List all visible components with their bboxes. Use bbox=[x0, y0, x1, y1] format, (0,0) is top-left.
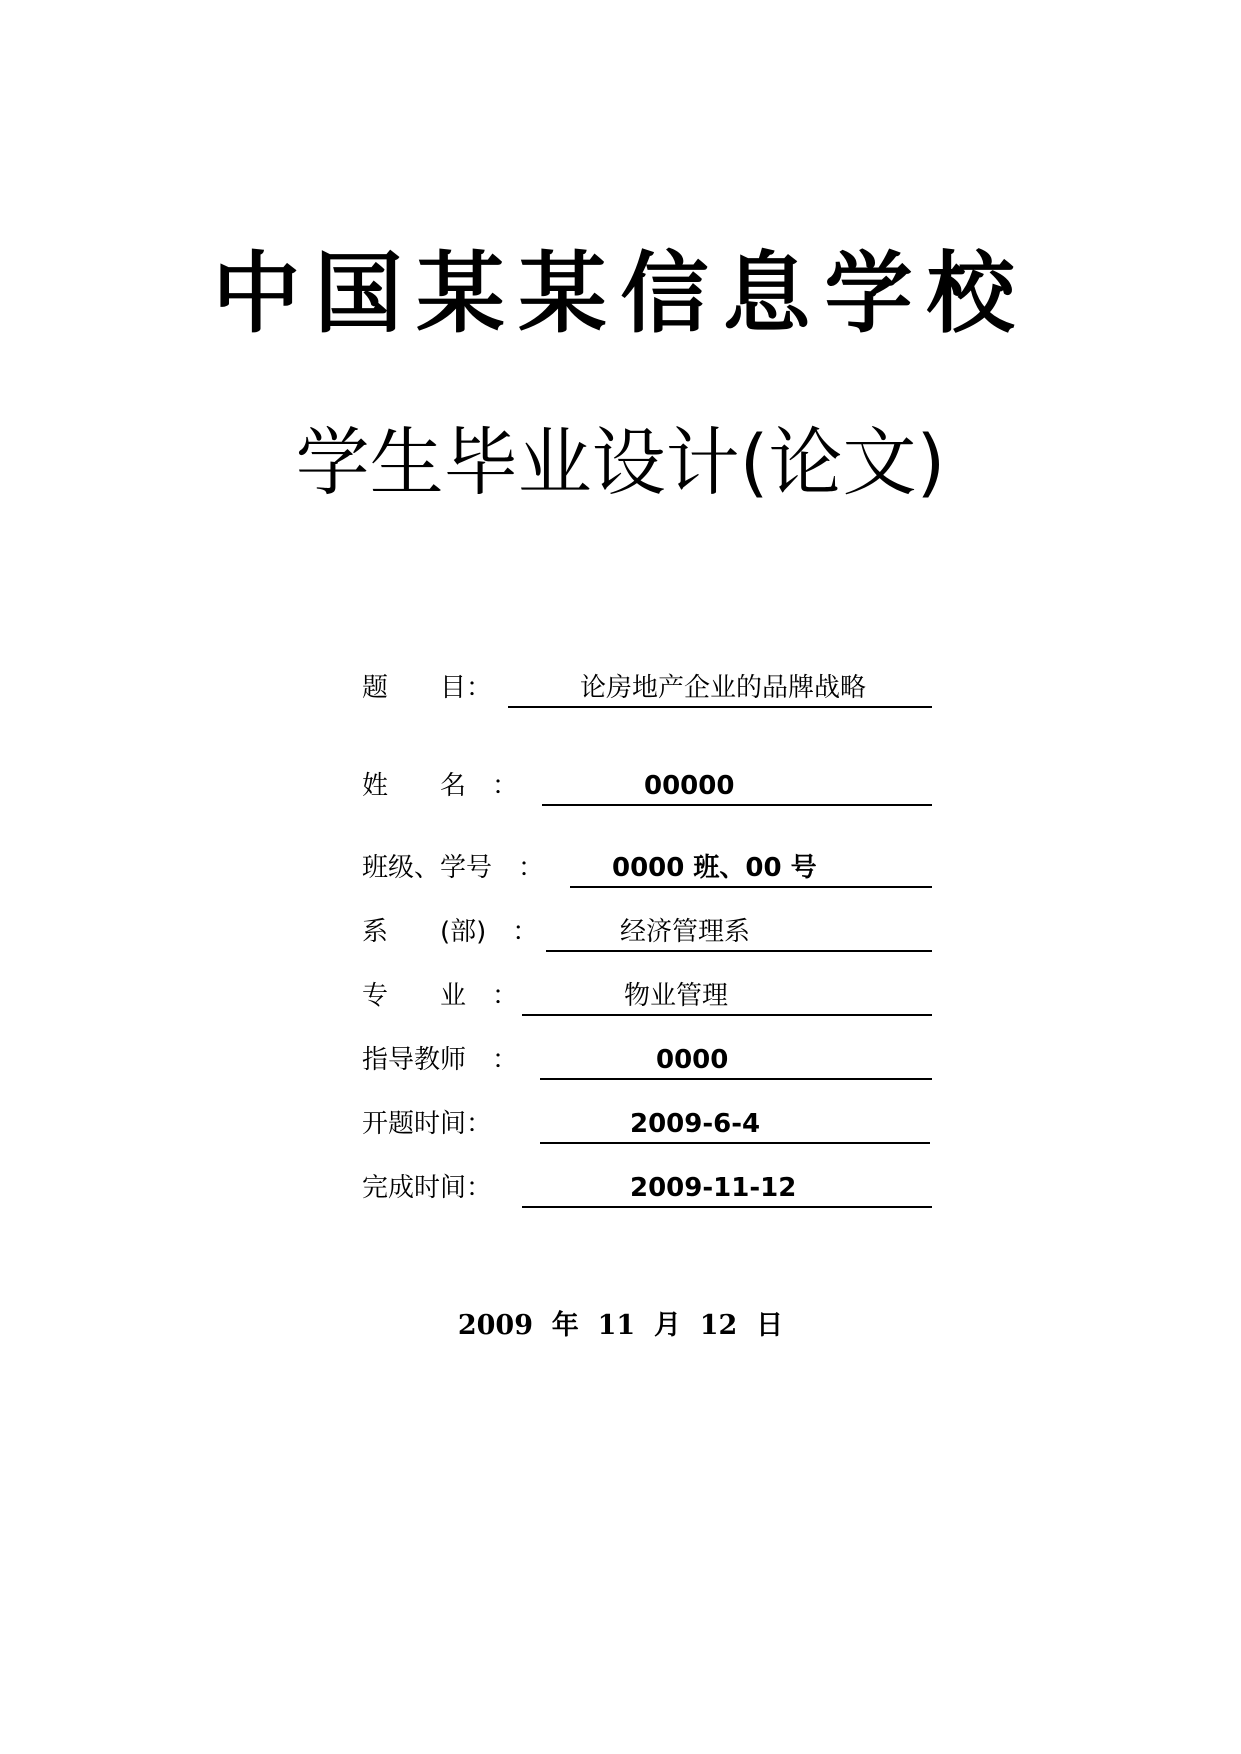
name-field bbox=[542, 766, 932, 806]
class-id-label: 班级、学号 ： bbox=[362, 853, 545, 883]
school-name: 中国某某信息学校 bbox=[212, 241, 1029, 345]
finish-date-value: 2009-11-12 bbox=[630, 1173, 797, 1203]
major-field bbox=[522, 976, 932, 1016]
advisor-value: 0000 bbox=[656, 1045, 729, 1075]
topic-field bbox=[508, 668, 932, 708]
department-field bbox=[546, 912, 932, 952]
finish-date-row bbox=[362, 1168, 934, 1208]
document-title: 学生毕业设计(论文) bbox=[295, 420, 946, 506]
start-date-value: 2009-6-4 bbox=[630, 1109, 761, 1139]
class-id-value: 0000 班、00 号 bbox=[612, 853, 817, 883]
start-date-field bbox=[540, 1104, 930, 1144]
department-label: 系 (部) ： bbox=[362, 917, 539, 947]
advisor-row bbox=[362, 1040, 932, 1080]
class-id-field bbox=[570, 848, 932, 888]
name-row bbox=[362, 766, 932, 806]
name-value: 00000 bbox=[644, 771, 735, 801]
class-id-row bbox=[362, 848, 932, 888]
advisor-label: 指导教师 ： bbox=[362, 1045, 519, 1075]
major-value: 物业管理 bbox=[624, 981, 729, 1011]
start-date-row bbox=[362, 1104, 932, 1144]
department-row bbox=[362, 912, 932, 952]
topic-row bbox=[362, 668, 932, 708]
major-row bbox=[362, 976, 932, 1016]
date-line: 2009 年 11 月 12 日 bbox=[457, 1310, 784, 1341]
name-label: 姓 名 ： bbox=[362, 771, 519, 801]
advisor-field bbox=[540, 1040, 932, 1080]
topic-value: 论房地产企业的品牌战略 bbox=[580, 673, 867, 703]
start-date-label: 开题时间： bbox=[362, 1109, 493, 1139]
department-value: 经济管理系 bbox=[620, 917, 751, 947]
major-label: 专 业 ： bbox=[362, 981, 519, 1011]
finish-date-field bbox=[522, 1168, 932, 1208]
topic-label: 题 目： bbox=[362, 673, 493, 703]
finish-date-label: 完成时间： bbox=[362, 1173, 493, 1203]
